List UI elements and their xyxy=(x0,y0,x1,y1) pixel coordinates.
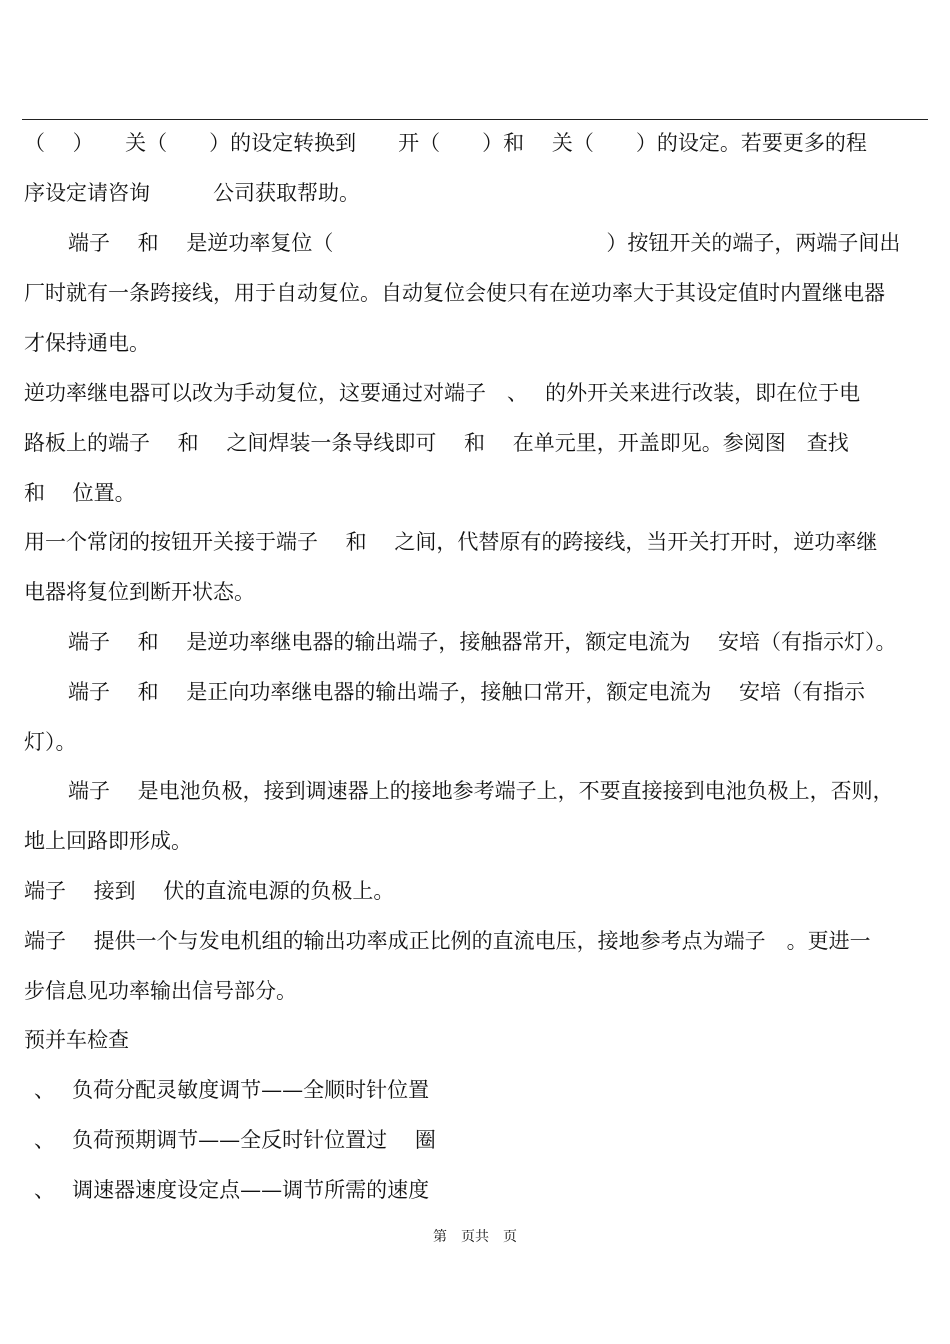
body-line: 端子 和 是逆功率复位（ ）按钮开关的端子，两端子间出 xyxy=(68,231,901,255)
body-line: （ ） 关（ ）的设定转换到 开（ ）和 关（ ）的设定。若要更多的程 xyxy=(24,131,867,155)
list-item: 、 负荷分配灵敏度调节——全顺时针位置 xyxy=(34,1078,430,1102)
body-line: 端子 和 是正向功率继电器的输出端子，接触口常开，额定电流为 安培（有指示 xyxy=(68,680,866,704)
list-item: 、 负荷预期调节——全反时针位置过 圈 xyxy=(34,1128,436,1152)
body-line: 才保持通电。 xyxy=(24,331,150,355)
body-line: 序设定请咨询 公司获取帮助。 xyxy=(24,181,360,205)
list-item: 、 调速器速度设定点——调节所需的速度 xyxy=(34,1178,430,1202)
body-line: 灯）。 xyxy=(24,730,77,754)
body-line: 厂时就有一条跨接线，用于自动复位。自动复位会使只有在逆功率大于其设定值时内置继电器 xyxy=(24,281,885,305)
body-line: 步信息见功率输出信号部分。 xyxy=(24,979,297,1003)
body-line: 路板上的端子 和 之间焊装一条导线即可 和 在单元里，开盖即见。参阅图 查找 xyxy=(24,431,849,455)
body-line: 端子 和 是逆功率继电器的输出端子，接触器常开，额定电流为 安培（有指示灯）。 xyxy=(68,630,897,654)
section-heading: 预并车检查 xyxy=(24,1028,129,1052)
body-line: 端子 是电池负极，接到调速器上的接地参考端子上，不要直接接到电池负极上，否则， xyxy=(68,779,894,803)
body-line: 电器将复位到断开状态。 xyxy=(24,580,255,604)
body-line: 逆功率继电器可以改为手动复位，这要通过对端子 、 的外开关来进行改装，即在位于电 xyxy=(24,381,861,405)
header-rule xyxy=(22,119,928,120)
body-line: 和 位置。 xyxy=(24,481,136,505)
body-line: 用一个常闭的按钮开关接于端子 和 之间，代替原有的跨接线，当开关打开时，逆功率继 xyxy=(24,530,878,554)
page-footer: 第 页共 页 xyxy=(433,1229,517,1245)
body-line: 端子 接到 伏的直流电源的负极上。 xyxy=(24,879,395,903)
body-line: 地上回路即形成。 xyxy=(24,829,192,853)
body-line: 端子 提供一个与发电机组的输出功率成正比例的直流电压，接地参考点为端子 。更进一 xyxy=(24,929,871,953)
